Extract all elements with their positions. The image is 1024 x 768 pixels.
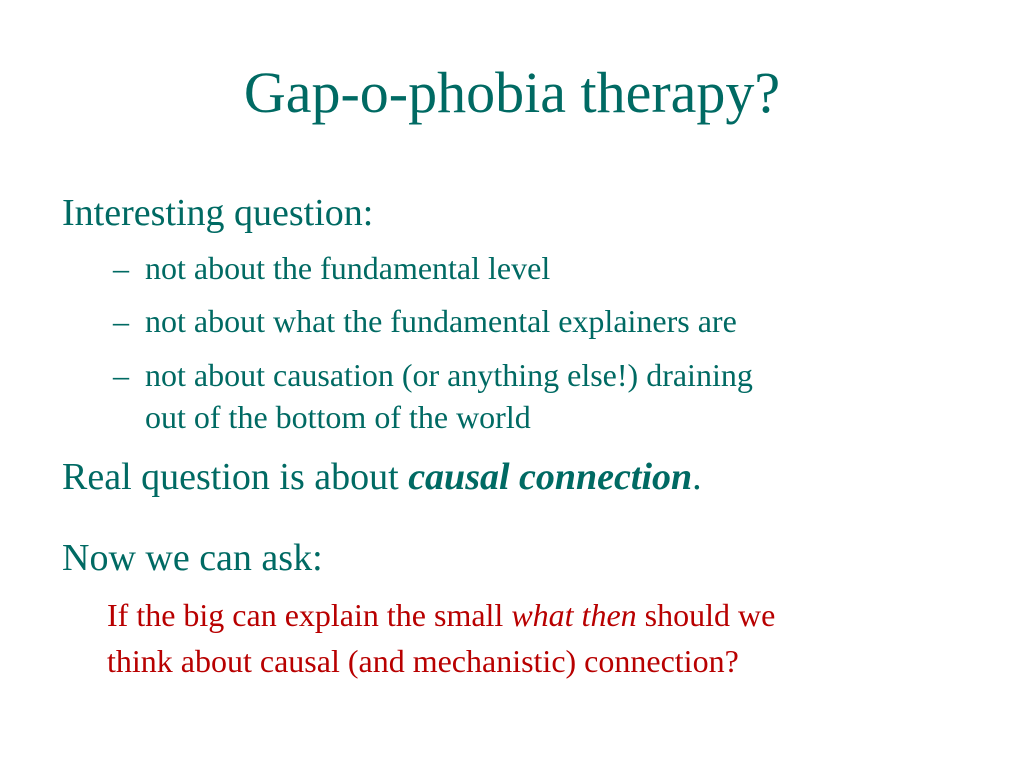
causal-connection-emphasis: causal connection xyxy=(408,456,693,498)
question-prefix: If the big can explain the small xyxy=(107,597,512,633)
what-then-emphasis: what then xyxy=(511,597,637,633)
bullet-text: not about causation (or anything else!) draining xyxy=(145,357,753,393)
dash-bullet: – xyxy=(113,357,129,393)
bullet-continuation: out of the bottom of the world xyxy=(145,399,531,435)
real-question-suffix: . xyxy=(692,456,702,498)
intro-line: Interesting question: xyxy=(62,192,374,234)
bullet-item xyxy=(113,301,737,341)
question-suffix: should we xyxy=(636,597,776,633)
bullet-text: not about what the fundamental explainers are xyxy=(145,303,737,339)
question-line-1 xyxy=(107,593,775,637)
slide-title: Gap-o-phobia therapy? xyxy=(243,60,781,125)
bullet-text: not about the fundamental level xyxy=(145,250,551,286)
dash-bullet: – xyxy=(113,303,129,339)
now-ask-line: Now we can ask: xyxy=(62,537,323,579)
real-question-prefix: Real question is about xyxy=(62,456,409,498)
bullet-item xyxy=(113,355,753,395)
question-line-2: think about causal (and mechanistic) connection? xyxy=(107,643,739,679)
bullet-item xyxy=(113,248,550,288)
real-question-line xyxy=(62,455,702,499)
dash-bullet: – xyxy=(113,250,129,286)
